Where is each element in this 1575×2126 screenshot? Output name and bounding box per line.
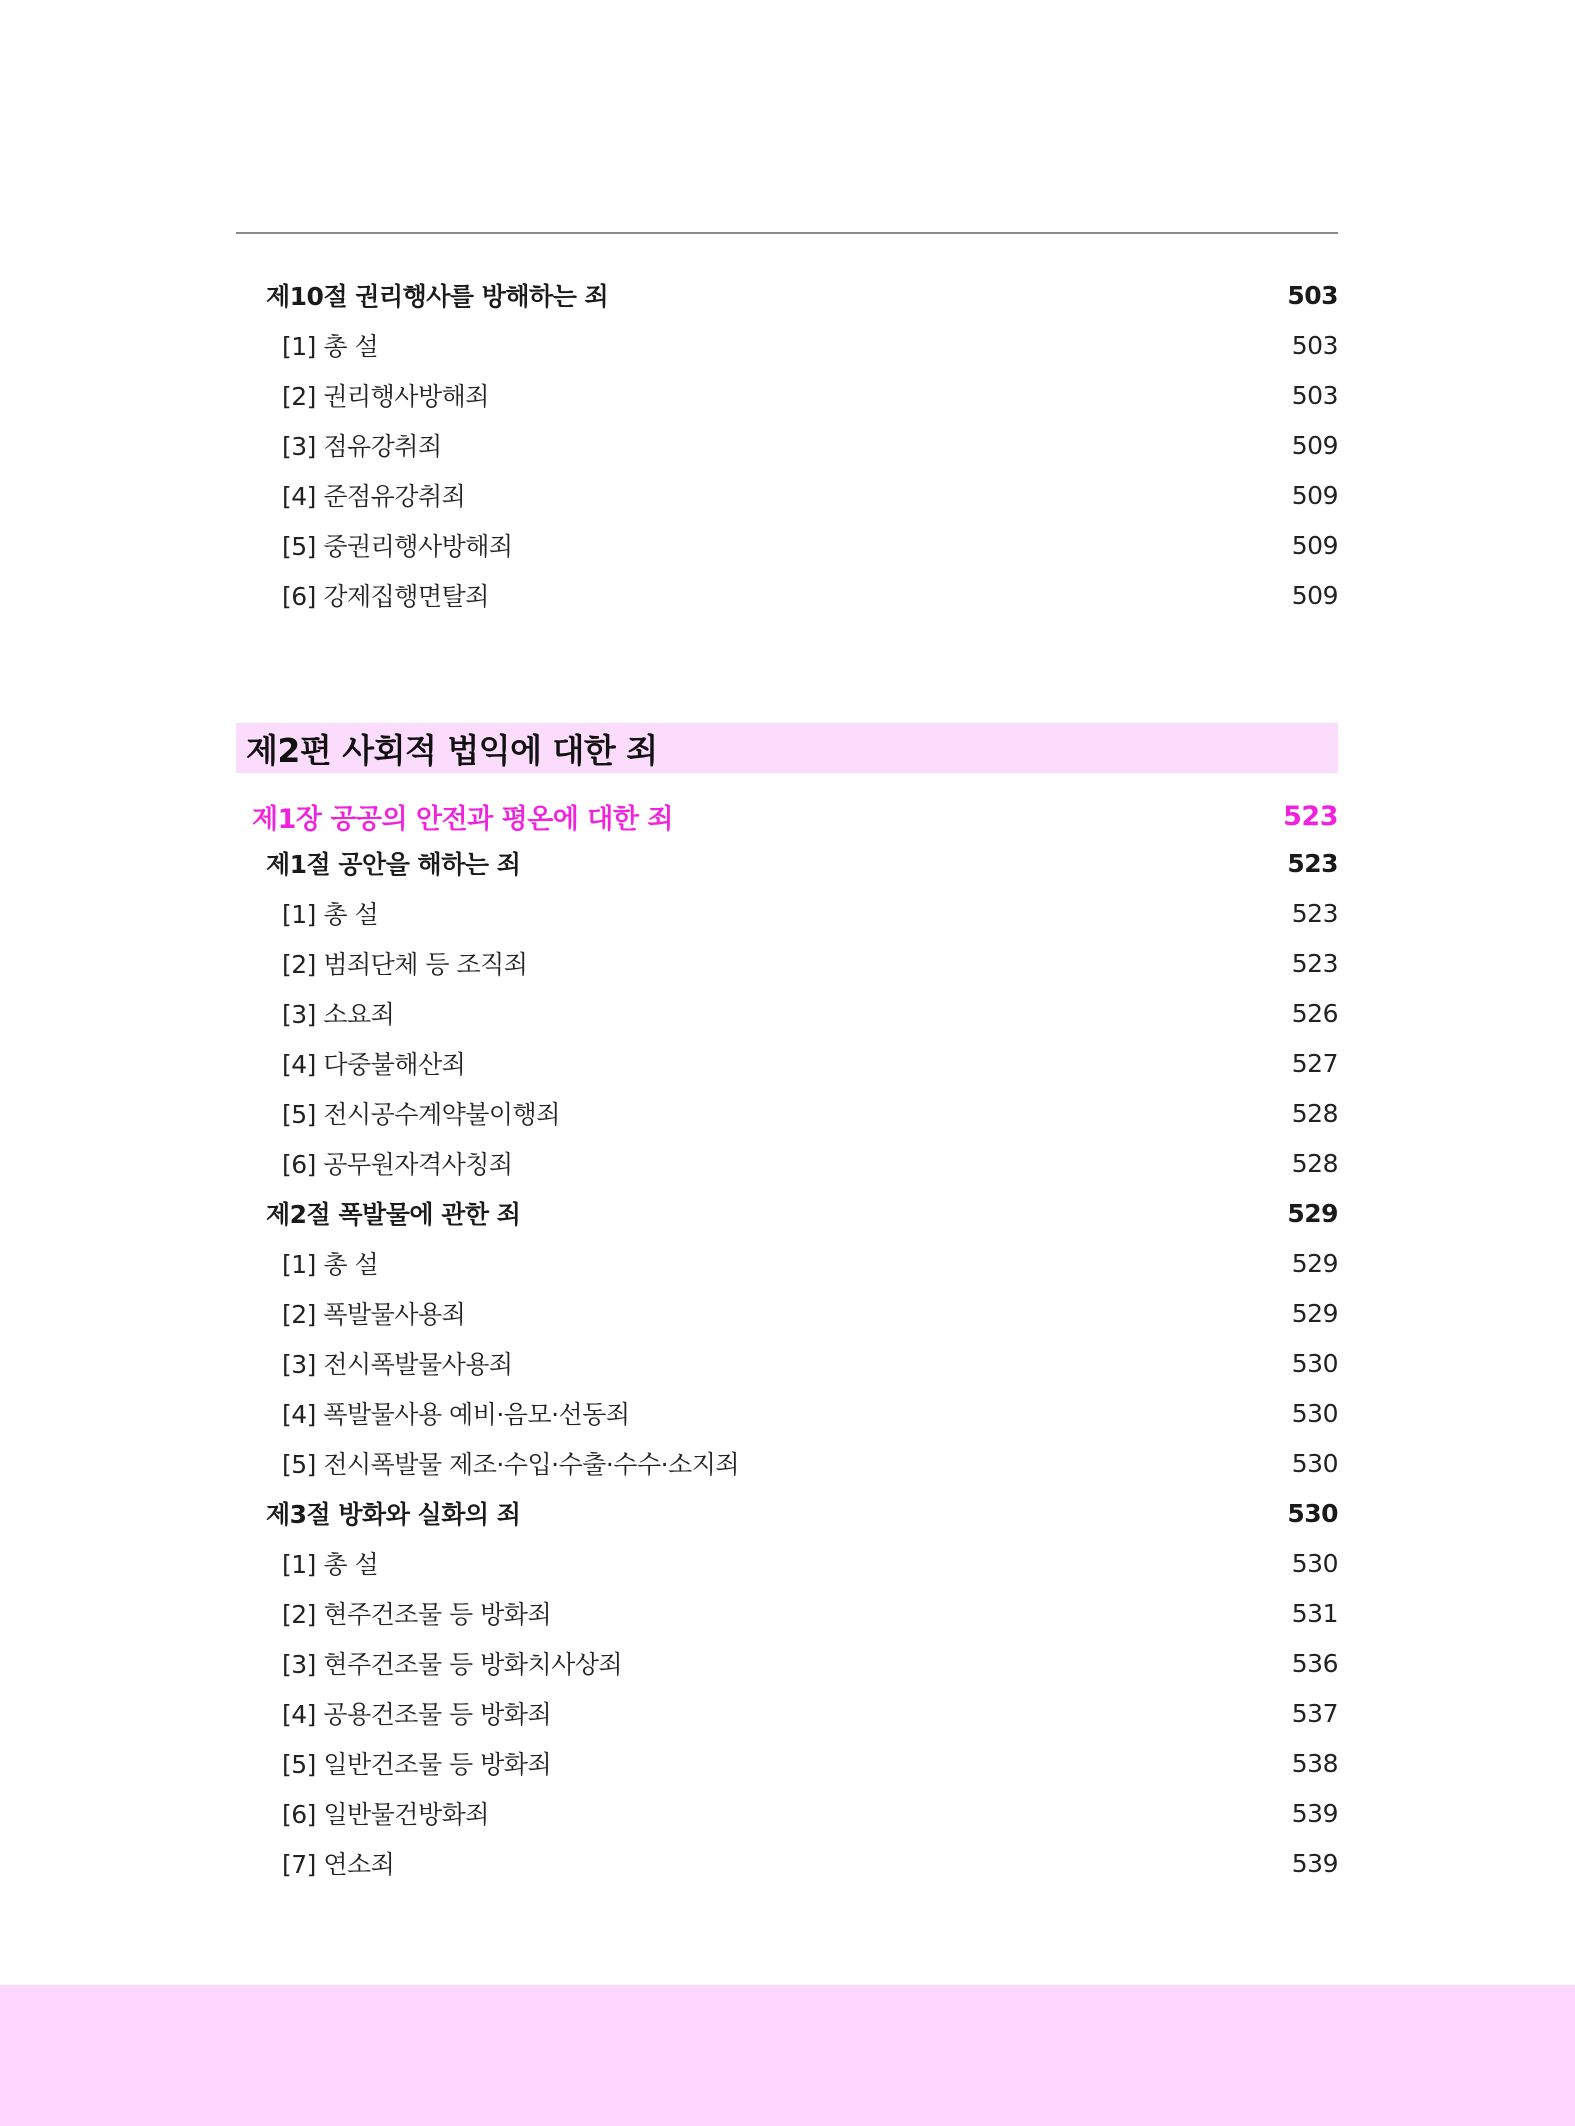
toc-item[interactable] <box>282 1088 1338 1138</box>
toc-page-number: 530 <box>1291 1348 1338 1378</box>
toc-page-number: 528 <box>1291 1098 1338 1128</box>
toc-item[interactable] <box>282 1038 1338 1088</box>
toc-item[interactable] <box>282 1638 1338 1688</box>
toc-item-label: [2] 폭발물사용죄 <box>282 1300 466 1329</box>
toc-item-label: [2] 범죄단체 등 조직죄 <box>282 950 528 979</box>
toc-page-number: 539 <box>1291 1798 1338 1828</box>
toc-page-number: 509 <box>1291 530 1338 560</box>
toc-page-number: 529 <box>1287 1198 1338 1228</box>
toc-page-number: 529 <box>1291 1248 1338 1278</box>
toc-item[interactable] <box>282 1738 1338 1788</box>
toc-item[interactable] <box>282 1788 1338 1838</box>
toc-section-label: 제2절 폭발물에 관한 죄 <box>266 1200 521 1229</box>
toc-page-number: 503 <box>1291 330 1338 360</box>
toc-section-10[interactable] <box>266 270 1338 320</box>
toc-item[interactable] <box>282 320 1338 370</box>
toc-item[interactable] <box>282 988 1338 1038</box>
toc-section-label: 제1절 공안을 해하는 죄 <box>266 850 521 879</box>
toc-page-number: 531 <box>1291 1598 1338 1628</box>
toc-page-number: 530 <box>1291 1548 1338 1578</box>
footer-band <box>0 1985 1575 2126</box>
part-2-banner <box>236 723 1338 773</box>
toc-item-label: [5] 전시폭발물 제조·수입·수출·수수·소지죄 <box>282 1450 739 1479</box>
toc-page-number: 509 <box>1291 580 1338 610</box>
toc-section-3[interactable] <box>266 1488 1338 1538</box>
toc-page-number: 536 <box>1291 1648 1338 1678</box>
toc-item-label: [2] 현주건조물 등 방화죄 <box>282 1600 552 1629</box>
toc-item[interactable] <box>282 1588 1338 1638</box>
toc-page-number: 523 <box>1287 848 1338 878</box>
toc-item[interactable] <box>282 938 1338 988</box>
toc-item[interactable] <box>282 1288 1338 1338</box>
toc-page-number: 528 <box>1291 1148 1338 1178</box>
toc-page-number: 530 <box>1291 1398 1338 1428</box>
toc-section-label: 제10절 권리행사를 방해하는 죄 <box>266 282 609 311</box>
toc-item[interactable] <box>282 1438 1338 1488</box>
toc-page-number: 539 <box>1291 1848 1338 1878</box>
toc-item-label: [1] 총 설 <box>282 1250 379 1279</box>
top-divider <box>236 232 1338 234</box>
toc-item[interactable] <box>282 1838 1338 1888</box>
toc-item-label: [1] 총 설 <box>282 1550 379 1579</box>
part-title: 제2편 사회적 법익에 대한 죄 <box>246 730 658 770</box>
toc-item[interactable] <box>282 1388 1338 1438</box>
toc-page-number: 509 <box>1291 480 1338 510</box>
toc-page-number: 503 <box>1291 380 1338 410</box>
toc-section-1[interactable] <box>266 838 1338 888</box>
toc-page-number: 527 <box>1291 1048 1338 1078</box>
toc-item-label: [4] 폭발물사용 예비·음모·선동죄 <box>282 1400 630 1429</box>
toc-page-number: 526 <box>1291 998 1338 1028</box>
toc-item[interactable] <box>282 570 1338 620</box>
toc-item-label: [5] 중권리행사방해죄 <box>282 532 513 561</box>
toc-page-number: 537 <box>1291 1698 1338 1728</box>
toc-item[interactable] <box>282 1238 1338 1288</box>
toc-chapter-1[interactable] <box>252 791 1338 841</box>
toc-page-number: 530 <box>1291 1448 1338 1478</box>
toc-item-label: [1] 총 설 <box>282 332 379 361</box>
toc-item-label: [6] 강제집행면탈죄 <box>282 582 489 611</box>
toc-item[interactable] <box>282 1538 1338 1588</box>
toc-item[interactable] <box>282 370 1338 420</box>
toc-item[interactable] <box>282 888 1338 938</box>
toc-page-number: 523 <box>1283 800 1338 832</box>
toc-chapter-label: 제1장 공공의 안전과 평온에 대한 죄 <box>252 803 673 835</box>
toc-page-number: 523 <box>1291 948 1338 978</box>
toc-item-label: [3] 소요죄 <box>282 1000 395 1029</box>
toc-item-label: [6] 공무원자격사칭죄 <box>282 1150 513 1179</box>
toc-item-label: [5] 전시공수계약불이행죄 <box>282 1100 560 1129</box>
toc-item-label: [4] 공용건조물 등 방화죄 <box>282 1700 552 1729</box>
toc-item[interactable] <box>282 1688 1338 1738</box>
toc-page-number: 509 <box>1291 430 1338 460</box>
toc-item[interactable] <box>282 420 1338 470</box>
toc-item-label: [4] 준점유강취죄 <box>282 482 466 511</box>
toc-item-label: [6] 일반물건방화죄 <box>282 1800 489 1829</box>
toc-page-number: 538 <box>1291 1748 1338 1778</box>
toc-item-label: [1] 총 설 <box>282 900 379 929</box>
toc-item[interactable] <box>282 470 1338 520</box>
toc-item-label: [7] 연소죄 <box>282 1850 395 1879</box>
toc-item-label: [5] 일반건조물 등 방화죄 <box>282 1750 552 1779</box>
toc-page-number: 523 <box>1291 898 1338 928</box>
toc-page-number: 530 <box>1287 1498 1338 1528</box>
toc-item-label: [4] 다중불해산죄 <box>282 1050 466 1079</box>
toc-item[interactable] <box>282 1138 1338 1188</box>
toc-section-2[interactable] <box>266 1188 1338 1238</box>
toc-item[interactable] <box>282 1338 1338 1388</box>
toc-item-label: [3] 현주건조물 등 방화치사상죄 <box>282 1650 623 1679</box>
toc-section-label: 제3절 방화와 실화의 죄 <box>266 1500 521 1529</box>
toc-page-number: 529 <box>1291 1298 1338 1328</box>
toc-item-label: [3] 전시폭발물사용죄 <box>282 1350 513 1379</box>
toc-item-label: [2] 권리행사방해죄 <box>282 382 489 411</box>
toc-item[interactable] <box>282 520 1338 570</box>
toc-page-number: 503 <box>1287 280 1338 310</box>
toc-item-label: [3] 점유강취죄 <box>282 432 442 461</box>
